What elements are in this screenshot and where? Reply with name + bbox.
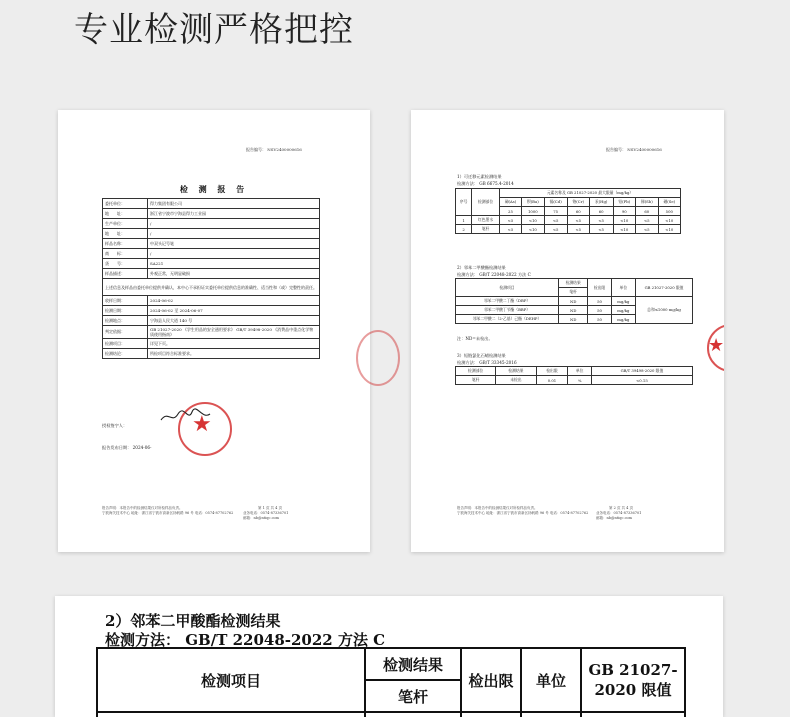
cell bbox=[581, 712, 685, 717]
cell: <5 bbox=[589, 216, 613, 225]
cell: <10 bbox=[613, 216, 636, 225]
approver-label: 授权签字人： bbox=[102, 423, 128, 428]
info-value: / bbox=[148, 229, 320, 239]
info-value: 2024-06-02 bbox=[148, 296, 320, 306]
info-key: 检测项目： bbox=[103, 339, 148, 349]
col-sub-part: 笔杆 bbox=[365, 680, 461, 712]
header-cell: 检测部位 bbox=[456, 367, 496, 376]
partial-seal-stamp bbox=[356, 330, 400, 386]
info-key: 检测日期： bbox=[103, 306, 148, 316]
element-limit: 60 bbox=[636, 207, 659, 216]
cell: 1 bbox=[456, 216, 472, 225]
col-detect-limit: 检出限 bbox=[461, 648, 521, 712]
footer-text: 报告声明：本报告中的检测结果仅对所检样品负责。 宁波海关技术中心 地址：浙江省宁波市高新区扬帆路 96 号 电话：0574-87702762 bbox=[102, 506, 234, 515]
info-value: 详见下页。 bbox=[148, 339, 320, 349]
report-number: 报告编号： NSV2400000616 bbox=[606, 147, 662, 152]
cell: <10 bbox=[522, 225, 545, 234]
element-col: 锑(Sb) bbox=[636, 198, 659, 207]
cell: mg/kg bbox=[611, 306, 635, 315]
info-row bbox=[103, 306, 320, 316]
section-3-method: 检测方法： GB/T 33345-2016 bbox=[457, 360, 517, 365]
cell: 2 bbox=[456, 225, 472, 234]
col-index: 序号 bbox=[456, 189, 472, 216]
zoomed-result-excerpt bbox=[55, 596, 723, 717]
col-unit: 单位 bbox=[521, 648, 581, 712]
col-limit: GB 21027-2020 限值 bbox=[581, 648, 685, 712]
info-value: SA221 bbox=[148, 259, 320, 269]
col-limit: GB 21027-2020 限值 bbox=[636, 279, 693, 297]
info-row bbox=[103, 296, 320, 306]
info-row bbox=[103, 239, 320, 249]
section-3-title: 3）短链氯化石蜡检测结果 bbox=[457, 353, 506, 358]
cell bbox=[461, 712, 521, 717]
cell: 邻苯二甲酸二（2-乙基）己酯（DEHP） bbox=[456, 315, 559, 324]
element-limit: 75 bbox=[544, 207, 567, 216]
info-row bbox=[103, 339, 320, 349]
excerpt-table bbox=[96, 647, 686, 717]
report-footer: 报告声明：本报告中的检测结果仅对所检样品负责。 宁波海关技术中心 地址：浙江省宁波市高新区扬帆路 96 号 电话：0574-87702762 bbox=[457, 506, 589, 515]
cell: ND bbox=[559, 297, 588, 306]
info-key: 检测结论： bbox=[103, 349, 148, 359]
cell: <5 bbox=[567, 225, 589, 234]
issue-date: 报告发布日期： 2024-06- bbox=[102, 445, 152, 450]
col-result: 检测结果 bbox=[365, 648, 461, 680]
report-cover-page bbox=[58, 110, 370, 552]
info-key: 货 号： bbox=[103, 259, 148, 269]
report-footer bbox=[102, 506, 233, 516]
col-sub-part: 笔杆 bbox=[559, 288, 588, 297]
cell: 50 bbox=[588, 297, 611, 306]
page-number: 第 2 页 共 4 页 bbox=[609, 506, 634, 510]
info-row bbox=[103, 326, 320, 339]
cell bbox=[365, 712, 461, 717]
info-row bbox=[103, 349, 320, 359]
info-row bbox=[103, 209, 320, 219]
element-col: 汞(Hg) bbox=[589, 198, 613, 207]
footer-contact: 业务电话：0574-87336701 邮箱：nb@ntiqc.com bbox=[243, 511, 289, 520]
page-number: 第 1 页 共 4 页 bbox=[258, 506, 283, 510]
cell: mg/kg bbox=[611, 315, 635, 324]
info-key: 委托单位： bbox=[103, 199, 148, 209]
cell: <5 bbox=[636, 225, 659, 234]
cell: <10 bbox=[658, 225, 680, 234]
section-1-method: 检测方法： GB 6675.4-2014 bbox=[457, 181, 514, 186]
element-col: 铬(Cr) bbox=[567, 198, 589, 207]
info-key: 地 址： bbox=[103, 229, 148, 239]
seal-star-icon: ★ bbox=[708, 335, 724, 356]
phthalate-table bbox=[455, 278, 693, 324]
element-limit: 60 bbox=[567, 207, 589, 216]
cell: 50 bbox=[588, 306, 611, 315]
element-col: 钡(Ba) bbox=[522, 198, 545, 207]
col-item: 检测项目 bbox=[456, 279, 559, 297]
info-value: 外观正常，无明显破损 bbox=[148, 269, 320, 279]
element-col: 砷(As) bbox=[499, 198, 521, 207]
cell: <5 bbox=[499, 216, 521, 225]
cell: 未检出 bbox=[496, 376, 536, 385]
cell: % bbox=[568, 376, 591, 385]
header-cell: GB/T 39498-2020 限值 bbox=[591, 367, 692, 376]
cell: 笔杆 bbox=[472, 225, 500, 234]
table-row bbox=[456, 297, 693, 306]
info-row bbox=[103, 249, 320, 259]
info-key: 样品名称： bbox=[103, 239, 148, 249]
section-2-title: 2）邻苯二甲酸酯检测结果 bbox=[457, 265, 506, 270]
cell: <10 bbox=[522, 216, 545, 225]
header-cell: 检出限 bbox=[536, 367, 568, 376]
section-heading: 专业检测严格把控 bbox=[74, 10, 354, 50]
excerpt-method: 检测方法： GB/T 22048-2022 方法 C bbox=[105, 631, 386, 649]
cell: ND bbox=[559, 306, 588, 315]
info-key: 判定依据： bbox=[103, 326, 148, 339]
info-value: 所检项目符合标准要求。 bbox=[148, 349, 320, 359]
report-info-table bbox=[102, 198, 320, 359]
col-result: 检测结果 bbox=[559, 279, 588, 288]
info-key: 生产单位： bbox=[103, 219, 148, 229]
element-limit: 25 bbox=[499, 207, 521, 216]
element-limit: 500 bbox=[658, 207, 680, 216]
cell: <10 bbox=[658, 216, 680, 225]
cell: <5 bbox=[589, 225, 613, 234]
report-number: 报告编号： NSV2400000616 bbox=[246, 147, 302, 152]
info-value: 宁海县人民大道 140 号 bbox=[148, 316, 320, 326]
info-value: 2024-06-02 至 2024-06-07 bbox=[148, 306, 320, 316]
info-value: 中双头记号笔 bbox=[148, 239, 320, 249]
cell: <0.15 bbox=[591, 376, 692, 385]
info-statement: 上述信息及样品由委托单位提供并确认，本中心不承担证实委托单位提供信息的准确性、适当性和（或）完整性的责任。 bbox=[103, 279, 320, 296]
elements-header: 元素名称及 GB 21027-2020 最大限量（mg/kg） bbox=[499, 189, 680, 198]
limit-cell: 总和≤1000 mg/kg bbox=[636, 297, 693, 324]
report-title: 检 测 报 告 bbox=[179, 184, 249, 194]
cell: <5 bbox=[499, 225, 521, 234]
element-limit: 90 bbox=[613, 207, 636, 216]
cell bbox=[521, 712, 581, 717]
info-row bbox=[103, 269, 320, 279]
cell: 邻苯二甲酸丁苄酯（BBP） bbox=[456, 306, 559, 315]
signature bbox=[158, 408, 213, 426]
element-col: 硒(Se) bbox=[658, 198, 680, 207]
info-key: 地 址： bbox=[103, 209, 148, 219]
cell: <5 bbox=[567, 216, 589, 225]
info-value: 浙江省宁波市宁海县得力工业园 bbox=[148, 209, 320, 219]
header-cell: 检测结果 bbox=[496, 367, 536, 376]
table-row bbox=[456, 225, 681, 234]
info-key: 样品描述： bbox=[103, 269, 148, 279]
info-row bbox=[103, 199, 320, 209]
excerpt-title: 2）邻苯二甲酸酯检测结果 bbox=[105, 612, 281, 630]
report-results-page bbox=[411, 110, 724, 552]
info-value: / bbox=[148, 249, 320, 259]
info-row bbox=[103, 259, 320, 269]
col-item: 检测项目 bbox=[97, 648, 365, 712]
info-value: / bbox=[148, 219, 320, 229]
table-note: 注：ND=未检出。 bbox=[457, 336, 493, 341]
info-row bbox=[103, 279, 320, 296]
cell: 红色墨水 bbox=[472, 216, 500, 225]
footer-contact: 业务电话：0574-87336701 邮箱：nb@ntiqc.com bbox=[596, 511, 642, 520]
cell: 50 bbox=[588, 315, 611, 324]
section-2-method: 检测方法： GB/T 22048-2022 方法 C bbox=[457, 272, 531, 277]
element-limit: 1000 bbox=[522, 207, 545, 216]
cell: <5 bbox=[636, 216, 659, 225]
chlorinated-paraffin-table bbox=[455, 366, 693, 385]
header-cell: 单位 bbox=[568, 367, 591, 376]
info-row bbox=[103, 219, 320, 229]
info-row bbox=[103, 316, 320, 326]
info-value: 得力集团有限公司 bbox=[148, 199, 320, 209]
cell: 笔杆 bbox=[456, 376, 496, 385]
cell: mg/kg bbox=[611, 297, 635, 306]
col-detect-limit: 检出限 bbox=[588, 279, 611, 297]
cell: 0.01 bbox=[536, 376, 568, 385]
element-limit: 60 bbox=[589, 207, 613, 216]
elements-table bbox=[455, 188, 681, 234]
info-key: 检测地点： bbox=[103, 316, 148, 326]
info-key: 收样日期： bbox=[103, 296, 148, 306]
cell: <10 bbox=[613, 225, 636, 234]
info-key: 商 标： bbox=[103, 249, 148, 259]
element-col: 铅(Pb) bbox=[613, 198, 636, 207]
col-unit: 单位 bbox=[611, 279, 635, 297]
cell bbox=[97, 712, 365, 717]
info-value: GB 21027-2020 《学生用品的安全通用要求》 GB/T 39498-2020 《消费品中重点化学物质使用指南》 bbox=[148, 326, 320, 339]
info-row bbox=[103, 229, 320, 239]
cell: ND bbox=[559, 315, 588, 324]
cell: <5 bbox=[544, 216, 567, 225]
element-col: 镉(Cd) bbox=[544, 198, 567, 207]
col-part: 检测部位 bbox=[472, 189, 500, 216]
cell: 邻苯二甲酸二丁酯（DBP） bbox=[456, 297, 559, 306]
seal-star-icon: ★ bbox=[192, 412, 212, 437]
table-row bbox=[456, 216, 681, 225]
cell: <5 bbox=[544, 225, 567, 234]
section-1-title: 1）可迁移元素检测结果 bbox=[457, 174, 502, 179]
